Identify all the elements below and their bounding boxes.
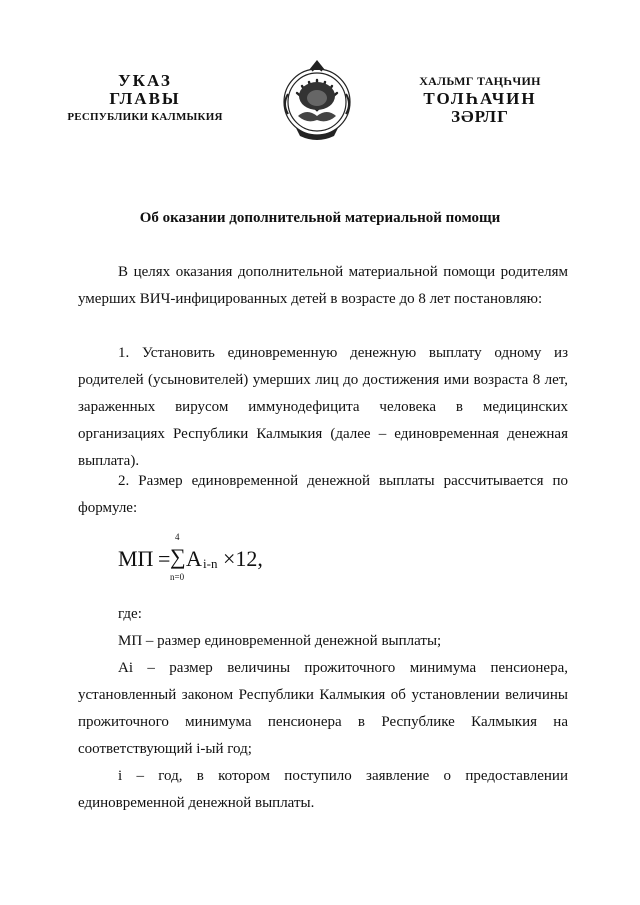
header-right-line2: ТОЛҺАЧИН (423, 89, 537, 108)
preamble-paragraph: В целях оказания дополнительной материальной помощи родителям умерших ВИЧ-инфицированных детей в возрасте до 8 лет постановляю: (78, 264, 568, 307)
header-left-block (60, 72, 230, 126)
header-left-line2: ГЛАВЫ (109, 89, 181, 108)
item-2-paragraph: 2. Размер единовременной денежной выплаты рассчитывается по формуле: (78, 473, 568, 516)
formula-sum-lower: n=0 (170, 572, 185, 582)
formula-lhs: МП (118, 546, 154, 571)
item-1-paragraph: 1. Установить единовременную денежную выплату одному из родителей (усыновителей) умерших лиц до достижения ими возраста 8 лет, зараженных вирусом иммунодефицита человека в медицинских организациях Республики Калмыкия (далее – единовременная денежная выплата). (78, 345, 568, 469)
formula-term-index: i-n (203, 556, 218, 571)
definition-ai: Ai – размер величины прожиточного минимума пенсионера, установленный законом Республики Калмыкия об установлении величины прожиточного минимума пенсионера в Республике Калмыкия на соответствующий i-ый год; (78, 660, 568, 757)
document-title: Об оказании дополнительной материальной помощи (139, 210, 501, 226)
header-left-line1: УКАЗ (118, 71, 172, 90)
header-left-line3: РЕСПУБЛИКИ КАЛМЫКИЯ (67, 111, 223, 123)
header-right-block (410, 72, 550, 126)
formula-sum-upper: 4 (175, 532, 180, 542)
definition-i: i – год, в котором поступило заявление о предоставлении единовременной денежной выплаты. (78, 768, 568, 811)
payment-formula (118, 532, 358, 582)
formula-term: A (186, 546, 202, 571)
formula-sum-sign: ∑ (170, 544, 186, 569)
where-label: где: (118, 606, 142, 622)
definition-mp: МП – размер единовременной денежной выплаты; (118, 633, 442, 649)
formula-multiplier: ×12, (223, 546, 263, 571)
header-right-line1: ХАЛЬМГ ТАҢҺЧИН (419, 74, 541, 88)
header-right-line3: ЗӘРЛГ (451, 107, 509, 126)
formula-equals: = (158, 546, 171, 571)
coat-of-arms-emblem (276, 58, 358, 144)
